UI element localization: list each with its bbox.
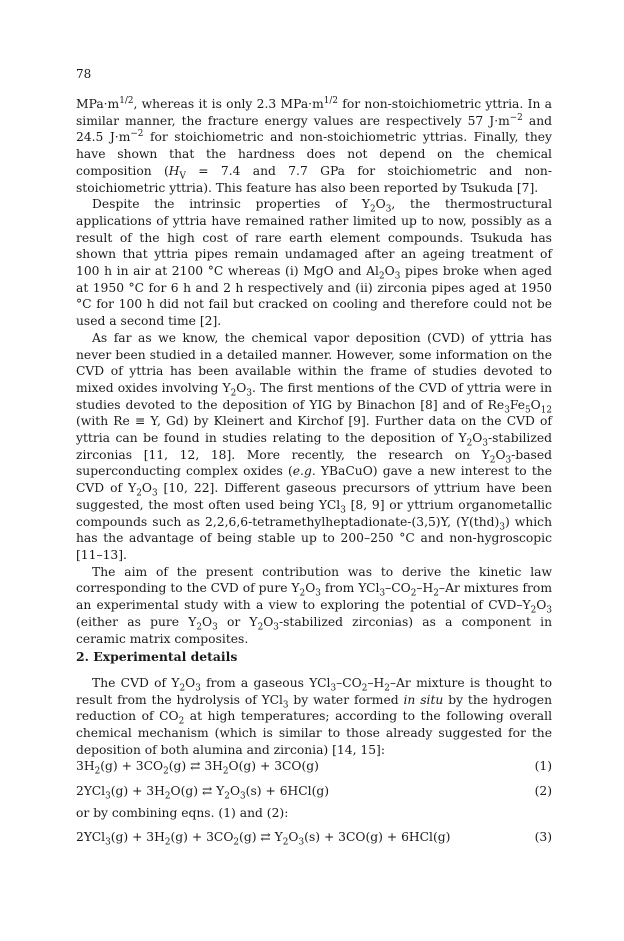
- section-heading: 2. Experimental details: [76, 649, 238, 664]
- equation-number: (2): [534, 784, 552, 798]
- page-number: 78: [76, 67, 92, 81]
- paragraph: The aim of the present contribution was to derive the kinetic law corresponding to the CVD of pure $Y_2O_3$ from $YCl_3-CO_2-H_2-Ar$ mixtures from an experimental study with a view to exploring the potential of CVD–$Y_2O_3$ (either as pure $Y_2O_3$ or $Y_2O_3$-stabilized zirconias) as a component in ceramic matrix composites.: [76, 564, 552, 646]
- paragraph: The CVD of $Y_2O_3$ from a gaseous $YCl_3-CO_2-H_2-Ar$ mixture is thought to result from the hydrolysis of YCl$_3$ by water formed in situ by the hydrogen reduction of $CO_2$ at high temperatures; according to the following overall chemical mechanism (which is similar to those already suggested for the deposition of both alumina and zirconia) [14, 15]:: [76, 676, 553, 757]
- equation-expression: $2YCl_3(g) + 3H_2(g) + 3CO_2(g)$ ⇄ $Y_2O_3(s) + 3CO(g) + 6HCl(g)$: [76, 830, 451, 848]
- paragraph: As far as we know, the chemical vapor deposition (CVD) of yttria has never been studied in a detailed manner. However, some information on the CVD of yttria has been available within the frame of studies devoted to mixed oxides involving $Y_2O_3$. The first mentions of the CVD of yttria were in studies devoted to the deposition of YIG by Binachon [8] and of $Re_3Fe_5O_{12}$ (with Re ≡ Y, Gd) by Kleinert and Kirchof [9]. Further data on the CVD of yttria can be found in studies relating to the deposition of $Y_2O_3$-stabilized zirconias [11, 12, 18]. More recently, the research on $Y_2O_3$-based superconducting complex oxides (e.g. YBaCuO) gave a new interest to the CVD of $Y_2O_3$ [10, 22]. Different gaseous precursors of yttrium have been suggested, the most often used being YCl$_3$ [8, 9] or yttrium organometallic compounds such as 2,2,6,6-tetramethylheptadionate-(3,5)Y, $(Y(thd)_3)$ which has the advantage of being stable up to 200–250 °C and non-hygroscopic [11–13].: [76, 330, 553, 562]
- body-text: [76, 96, 552, 647]
- equation-number: (3): [534, 830, 552, 844]
- section-text: [76, 675, 552, 759]
- equation-number: (1): [534, 759, 552, 773]
- paragraph: $MPa\cdot m^{1/2}$, whereas it is only 2.3 $MPa\cdot m^{1/2}$ for non-stoichiometric yttria. In a similar manner, the fracture energy values are respectively 57 $J\cdot m^{-2}$ and 24.5 $J\cdot m^{-2}$ for stoichiometric and non-stoichiometric yttrias. Finally, they have shown that the hardness does not depend on the chemical composition ($H_V = 7.4$ and 7.7 GPa for stoichiometric and non-stoichiometric yttria). This feature has also been reported by Tsukuda [7].: [76, 95, 552, 195]
- equation-expression: $3H_2(g) + 3CO_2(g)$ ⇄ $3H_2O(g) + 3CO(g)$: [76, 759, 319, 777]
- equation-expression: $2YCl_3(g) + 3H_2O(g)$ ⇄ $Y_2O_3(s) + 6HCl(g)$: [76, 784, 330, 802]
- paragraph: Despite the intrinsic properties of $Y_2O_3$, the thermostructural applications of yttria have remained rather limited up to now, possibly as a result of the high cost of rare earth element compounds. Tsukuda has shown that yttria pipes remain undamaged after an ageing treatment of 100 h in air at 2100 °C whereas (i) MgO and $Al_2O_3$ pipes broke when aged at 1950 °C for 6 h and 2 h respectively and (ii) zirconia pipes aged at 1950 °C for 100 h did not fail but cracked on cooling and therefore could not be used a second time [2].: [76, 197, 553, 329]
- combine-text: or by combining eqns. (1) and (2):: [76, 806, 289, 820]
